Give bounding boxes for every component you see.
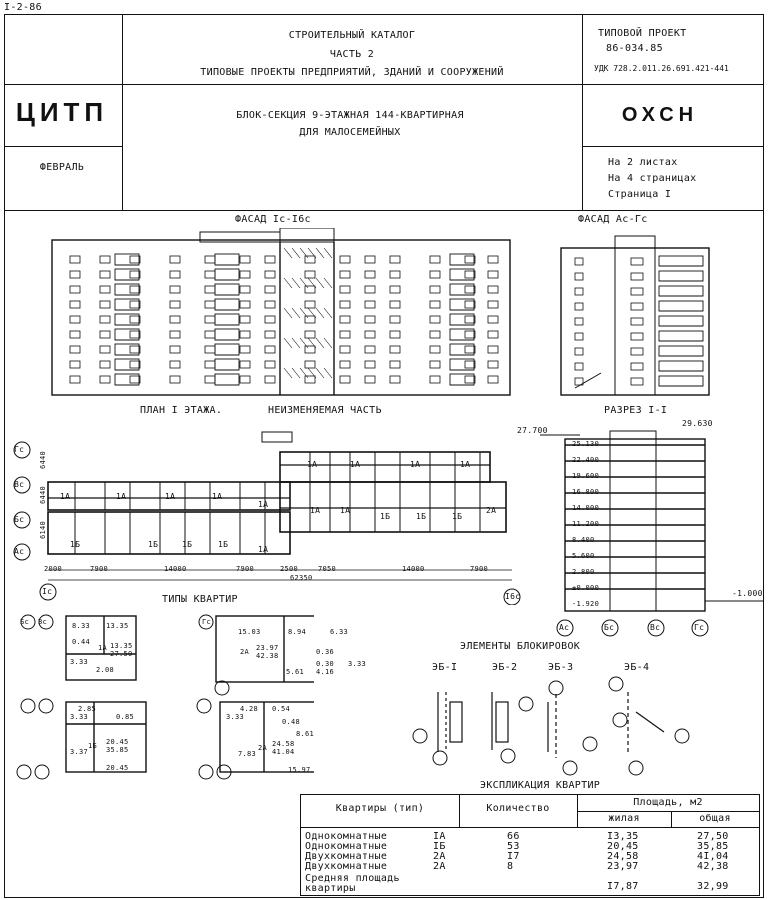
room-tag: 1А xyxy=(212,492,223,501)
avg-living: I7,87 xyxy=(607,881,639,892)
axis-label: Вс xyxy=(14,480,25,489)
project-number: 86-034.85 xyxy=(606,43,663,54)
room-tag: 1Б xyxy=(416,512,427,521)
axis-label: Бс xyxy=(14,515,25,524)
area-label: 3.33 xyxy=(226,713,245,721)
floor-level-label: 8.400 xyxy=(572,536,595,544)
level-label: 27.700 xyxy=(517,426,548,435)
area-label: 13.35 xyxy=(110,642,133,650)
dim-label: 7900 xyxy=(470,565,489,573)
apartment-types-drawing xyxy=(14,604,314,784)
table-cell-total: 27,50 xyxy=(697,831,729,842)
org-logo: ЦИТП xyxy=(15,97,109,127)
area-label: 0.36 xyxy=(316,648,335,656)
area-label: 6.33 xyxy=(330,628,349,636)
dim-label: 7900 xyxy=(90,565,109,573)
col-type-header: Квартиры (тип) xyxy=(335,803,425,814)
room-tag: 1А xyxy=(410,460,421,469)
avg-label: квартиры xyxy=(305,883,356,894)
header-divider xyxy=(582,14,583,210)
room-tag: 1Б xyxy=(218,540,229,549)
udk-code: УДК 728.2.011.26.691.421-441 xyxy=(594,64,729,73)
table-cell-count: 66 xyxy=(507,831,520,842)
apt-type: 1Б xyxy=(88,742,98,750)
room-tag: 1А xyxy=(165,492,176,501)
table-cell-type: 2А xyxy=(433,861,446,872)
area-label: 0.85 xyxy=(116,713,135,721)
room-tag: 1Б xyxy=(380,512,391,521)
area-label: 0.48 xyxy=(282,718,301,726)
room-tag: 1Б xyxy=(182,540,193,549)
table-cell-count: I7 xyxy=(507,851,520,862)
catalog-line: ТИПОВЫЕ ПРОЕКТЫ ПРЕДПРИЯТИЙ, ЗДАНИЙ И СООРУЖЕНИЙ xyxy=(200,67,504,78)
document-code: I-2-86 xyxy=(4,2,42,13)
axis-label: Ас xyxy=(14,547,25,556)
table-cell-total: 4I,04 xyxy=(697,851,729,862)
header-divider xyxy=(122,14,123,210)
table-cell-living: 23,97 xyxy=(607,861,639,872)
floor-level-label: 22.400 xyxy=(572,456,600,464)
room-tag: 1А xyxy=(307,460,318,469)
room-tag: 2А xyxy=(486,506,497,515)
area-label: 20.45 xyxy=(106,738,129,746)
area-label: 0.44 xyxy=(72,638,91,646)
block-label: ЭБ-4 xyxy=(624,662,650,673)
axis-label: I6с xyxy=(505,592,521,601)
plan-title: ПЛАН I ЭТАЖА. xyxy=(140,405,223,416)
area-label: 2.85 xyxy=(78,705,97,713)
document-title: ДЛЯ МАЛОСЕМЕЙНЫХ xyxy=(299,127,401,138)
area-label: 3.37 xyxy=(70,748,89,756)
plan-part-title: НЕИЗМЕНЯЕМАЯ ЧАСТЬ xyxy=(268,405,382,416)
apt-type: 2А xyxy=(258,744,268,752)
floor-level-label: ±0.000 xyxy=(572,584,600,592)
table-cell-type: IБ xyxy=(433,841,446,852)
table-cell-living: I3,35 xyxy=(607,831,639,842)
table-cell-living: 24,58 xyxy=(607,851,639,862)
avg-total: 32,99 xyxy=(697,881,729,892)
explication-table xyxy=(300,794,760,896)
area-label: 4.28 xyxy=(240,705,259,713)
area-label: 8.94 xyxy=(288,628,307,636)
header-divider xyxy=(4,146,122,147)
block-label: ЭБ-2 xyxy=(492,662,518,673)
room-tag: 1А xyxy=(258,500,269,509)
section-title: РАЗРЕЗ I-I xyxy=(604,405,668,416)
table-cell-total: 42,38 xyxy=(697,861,729,872)
area-label: 5.61 xyxy=(286,668,305,676)
room-tag: 1А xyxy=(116,492,127,501)
floor-level-label: 14.000 xyxy=(572,504,600,512)
axis-label: Iс xyxy=(42,587,53,596)
area-label: 8.61 xyxy=(296,730,315,738)
room-tag: 1А xyxy=(340,506,351,515)
area-label: 41.04 xyxy=(272,748,295,756)
apt-type: 1А xyxy=(98,644,108,652)
dim-label: 2000 xyxy=(44,565,63,573)
room-tag: 1А xyxy=(310,506,321,515)
axis-label: Гс xyxy=(694,623,705,632)
axis-label: Бс xyxy=(604,623,615,632)
room-tag: 1А xyxy=(258,545,269,554)
area-label: 8.33 xyxy=(72,622,91,630)
header-divider xyxy=(582,146,764,147)
blocking-elements-drawing xyxy=(400,672,700,776)
table-cell-living: 20,45 xyxy=(607,841,639,852)
floor-level-label: 5.600 xyxy=(572,552,595,560)
apt-type: 2А xyxy=(240,648,250,656)
axis-label: Вс xyxy=(38,618,48,626)
room-tag: 1А xyxy=(60,492,71,501)
table-cell-total: 35,85 xyxy=(697,841,729,852)
table-cell-count: 53 xyxy=(507,841,520,852)
area-label: 3.33 xyxy=(70,658,89,666)
avg-label: Средняя площадь xyxy=(305,873,400,884)
axis-label: Вс xyxy=(650,623,661,632)
table-cell-type: 2А xyxy=(433,851,446,862)
explication-title: ЭКСПЛИКАЦИЯ КВАРТИР xyxy=(480,780,601,791)
catalog-line: ЧАСТЬ 2 xyxy=(329,49,375,60)
table-cell-name: Однокомнатные xyxy=(305,841,388,852)
dim-label: 6440 xyxy=(39,450,48,470)
area-label: 3.33 xyxy=(348,660,367,668)
floor-level-label: 16.800 xyxy=(572,488,600,496)
floor-level-label: 19.600 xyxy=(572,472,600,480)
dim-label: 7050 xyxy=(318,565,337,573)
issue-month: ФЕВРАЛЬ xyxy=(39,162,85,173)
dim-label: 14000 xyxy=(402,565,425,573)
document-title: БЛОК-СЕКЦИЯ 9-ЭТАЖНАЯ 144-КВАРТИРНАЯ xyxy=(236,110,464,121)
axis-label: Бс xyxy=(20,618,30,626)
table-cell-type: IА xyxy=(433,831,446,842)
area-label: 3.33 xyxy=(70,713,89,721)
area-label: 35.85 xyxy=(106,746,129,754)
room-tag: 1Б xyxy=(148,540,159,549)
axis-label: Гс xyxy=(14,445,25,454)
catalog-line: СТРОИТЕЛЬНЫЙ КАТАЛОГ xyxy=(288,30,416,41)
room-tag: 1А xyxy=(460,460,471,469)
floor-level-label: -1.920 xyxy=(572,600,600,608)
table-cell-name: Двухкомнатные xyxy=(305,861,388,872)
area-label: 4.16 xyxy=(316,668,335,676)
area-label: 15.97 xyxy=(288,766,311,774)
dim-label: 6140 xyxy=(39,520,48,540)
area-label: 0.54 xyxy=(272,705,291,713)
col-area-header: Площадь, м2 xyxy=(633,797,703,808)
area-label: 42.38 xyxy=(256,652,279,660)
area-label: 15.03 xyxy=(238,628,261,636)
dim-label: 6440 xyxy=(39,485,48,505)
main-facade-drawing xyxy=(40,228,515,398)
area-label: 0.30 xyxy=(316,660,335,668)
table-cell-name: Однокомнатные xyxy=(305,831,388,842)
table-cell-name: Двухкомнатные xyxy=(305,851,388,862)
level-label: 29.630 xyxy=(682,419,713,428)
side-facade-drawing xyxy=(555,228,715,398)
axis-label: Ас xyxy=(559,623,570,632)
area-label: 20.45 xyxy=(106,764,129,772)
area-label: 7.83 xyxy=(238,750,257,758)
sheet-count: На 2 листах xyxy=(608,157,678,168)
block-label: ЭБ-I xyxy=(432,662,458,673)
table-cell-count: 8 xyxy=(507,861,514,872)
floor-level-label: 2.800 xyxy=(572,568,595,576)
section-code: ОХСН xyxy=(621,104,699,126)
floor-level-label: 11.200 xyxy=(572,520,600,528)
floor-level-label: 25.130 xyxy=(572,440,600,448)
project-label: ТИПОВОЙ ПРОЕКТ xyxy=(598,28,687,39)
col-count-header: Количество xyxy=(486,803,550,814)
page-count: На 4 страницах xyxy=(608,173,697,184)
area-label: 27.50 xyxy=(110,650,133,658)
blocking-title: ЭЛЕМЕНТЫ БЛОКИРОВОК xyxy=(460,641,581,652)
facade-side-title: ФАСАД Ас-Гс xyxy=(578,214,648,225)
dim-label: 14000 xyxy=(164,565,187,573)
room-tag: 1Б xyxy=(452,512,463,521)
area-label: 13.35 xyxy=(106,622,129,630)
area-label: 2.08 xyxy=(96,666,115,674)
col-total-header: общая xyxy=(699,813,731,824)
area-label: 23.97 xyxy=(256,644,279,652)
facade-main-title: ФАСАД Iс-I6с xyxy=(235,214,311,225)
room-tag: 1Б xyxy=(70,540,81,549)
header-divider xyxy=(4,210,764,211)
col-living-header: жилая xyxy=(608,813,640,824)
dim-label: 7900 xyxy=(236,565,255,573)
room-tag: 1А xyxy=(350,460,361,469)
area-label: 24.58 xyxy=(272,740,295,748)
page-number: Страница I xyxy=(608,189,672,200)
block-label: ЭБ-3 xyxy=(548,662,574,673)
dim-total: 62350 xyxy=(290,574,313,582)
level-label: -1.000 xyxy=(732,589,763,598)
header-divider xyxy=(4,84,764,85)
types-title: ТИПЫ КВАРТИР xyxy=(162,594,238,605)
axis-label: Гс xyxy=(202,618,212,626)
dim-label: 2500 xyxy=(280,565,299,573)
